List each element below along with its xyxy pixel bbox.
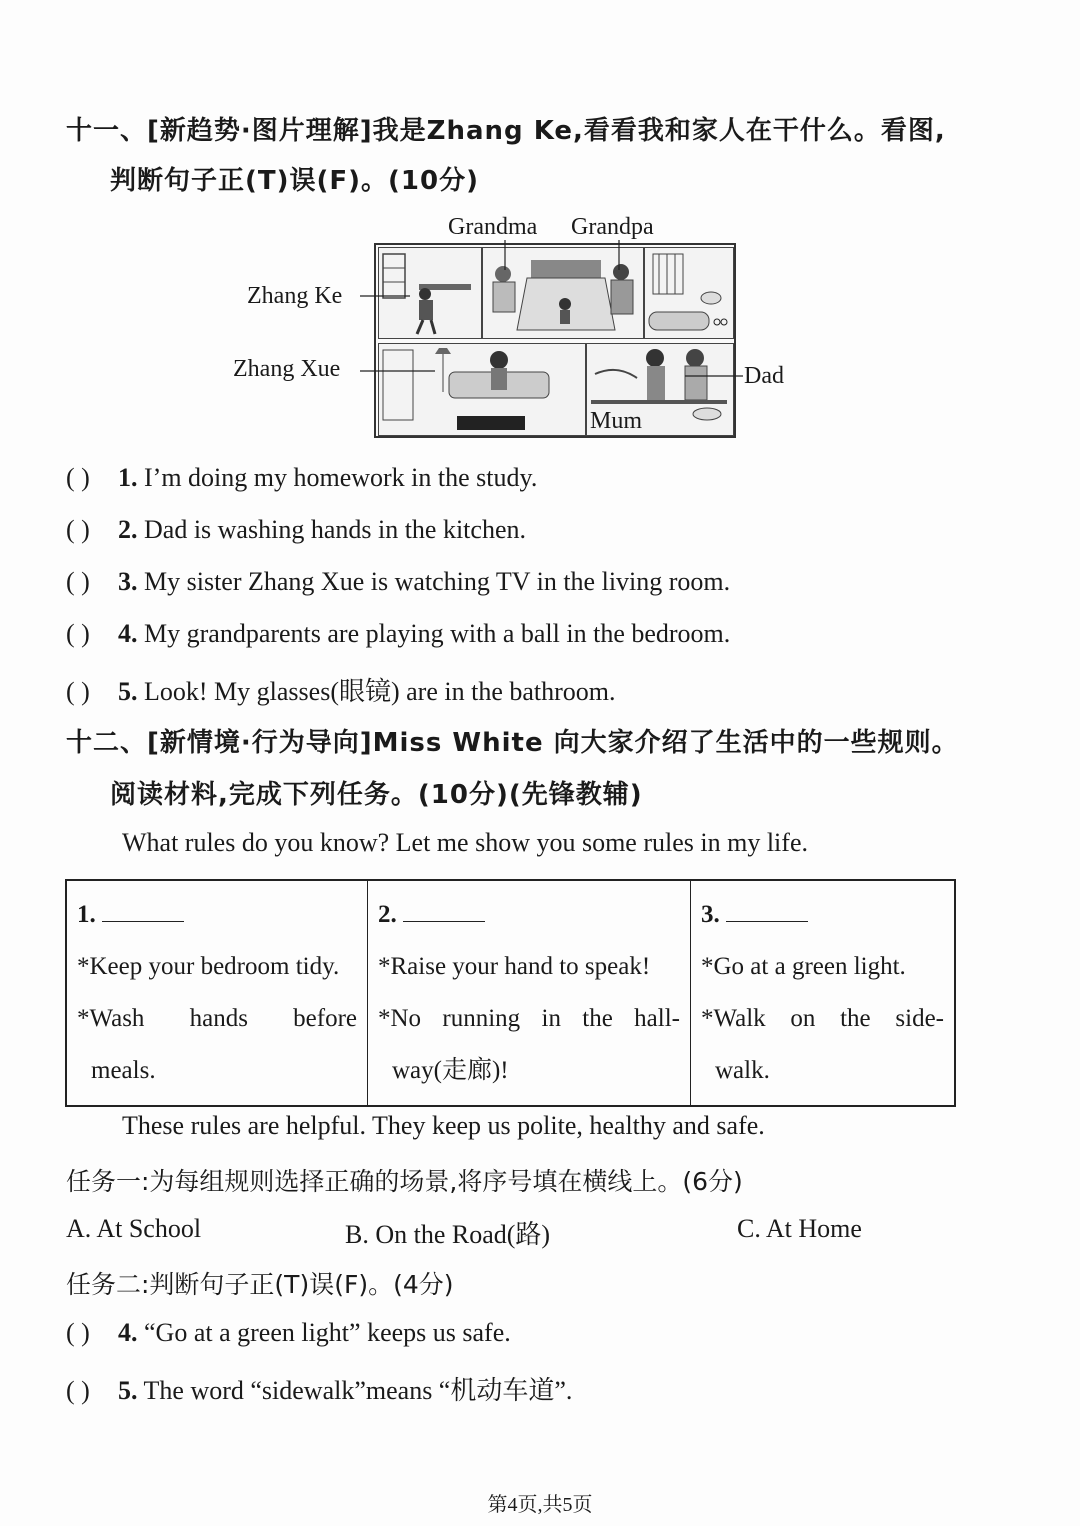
scene-blank-1[interactable] — [102, 895, 184, 922]
label-zhang-ke: Zhang Ke — [247, 283, 343, 309]
label-grandma: Grandma — [448, 214, 538, 240]
rules-cell-3: 3. *Go at a green light. *Walk on the side- walk. — [691, 880, 956, 1106]
s11-item-2: ( ) 2. Dad is washing hands in the kitchen. — [66, 515, 526, 544]
answer-blank[interactable]: ( ) — [66, 515, 90, 544]
rule-text: *Walk on the side- — [701, 1005, 944, 1032]
label-leader-lines — [355, 215, 775, 395]
page-footer: 第4页,共5页 — [487, 1494, 593, 1516]
answer-blank[interactable]: ( ) — [66, 1376, 90, 1405]
s12-item-5: ( ) 5. The word “sidewalk”means “机动车道”. — [66, 1376, 573, 1405]
section11-title-line1: 十一、[新趋势·图片理解]我是Zhang Ke,看看我和家人在干什么。看图, — [66, 116, 946, 146]
section12-title-line2: 阅读材料,完成下列任务。(10分)(先锋教辅) — [110, 780, 643, 810]
rule-text: *Wash hands before — [77, 1005, 357, 1032]
scene-blank-3[interactable] — [726, 895, 808, 922]
section11-title-line2: 判断句子正(T)误(F)。(10分) — [110, 166, 479, 196]
scene-blank-2[interactable] — [403, 895, 485, 922]
label-zhang-xue: Zhang Xue — [233, 356, 341, 382]
intro-text: What rules do you know? Let me show you some rules in my life. — [122, 828, 808, 857]
task2-title: 任务二:判断句子正(T)误(F)。(4分) — [66, 1270, 454, 1299]
rules-cell-1: 1. *Keep your bedroom tidy. *Wash hands before meals. — [66, 880, 368, 1106]
option-c: C. At Home — [737, 1214, 862, 1243]
option-a: A. At School — [66, 1214, 202, 1243]
option-b: B. On the Road(路) — [345, 1220, 551, 1249]
answer-blank[interactable]: ( ) — [66, 677, 90, 706]
answer-blank[interactable]: ( ) — [66, 567, 90, 596]
s11-item-3: ( ) 3. My sister Zhang Xue is watching TV in the living room. — [66, 567, 731, 596]
outro-text: These rules are helpful. They keep us polite, healthy and safe. — [122, 1111, 765, 1140]
rule-text: *Raise your hand to speak! — [378, 953, 651, 980]
rule-text: meals. — [91, 1057, 156, 1084]
task1-title: 任务一:为每组规则选择正确的场景,将序号填在横线上。(6分) — [66, 1167, 743, 1196]
rules-table — [65, 879, 956, 1107]
answer-blank[interactable]: ( ) — [66, 1318, 90, 1347]
section12-title-line1: 十二、[新情境·行为导向]Miss White 向大家介绍了生活中的一些规则。 — [66, 728, 959, 758]
s11-item-1: ( ) 1. I’m doing my homework in the study. — [66, 463, 538, 492]
rule-text: *Keep your bedroom tidy. — [77, 953, 340, 980]
label-grandpa: Grandpa — [571, 214, 654, 240]
rule-text: *No running in the hall- — [378, 1005, 680, 1032]
rules-cell-2: 2. *Raise your hand to speak! *No running in the hall- way(走廊)! — [368, 880, 691, 1106]
rule-text: *Go at a green light. — [701, 953, 906, 980]
label-mum: Mum — [590, 408, 643, 434]
s11-item-5: ( ) 5. Look! My glasses(眼镜) are in the bathroom. — [66, 677, 616, 706]
s12-item-4: ( ) 4. “Go at a green light” keeps us safe. — [66, 1318, 511, 1347]
rule-text: walk. — [715, 1057, 770, 1084]
answer-blank[interactable]: ( ) — [66, 619, 90, 648]
s11-item-4: ( ) 4. My grandparents are playing with a ball in the bedroom. — [66, 619, 731, 648]
label-dad: Dad — [744, 363, 784, 389]
rule-text: way(走廊)! — [392, 1057, 509, 1084]
answer-blank[interactable]: ( ) — [66, 463, 90, 492]
